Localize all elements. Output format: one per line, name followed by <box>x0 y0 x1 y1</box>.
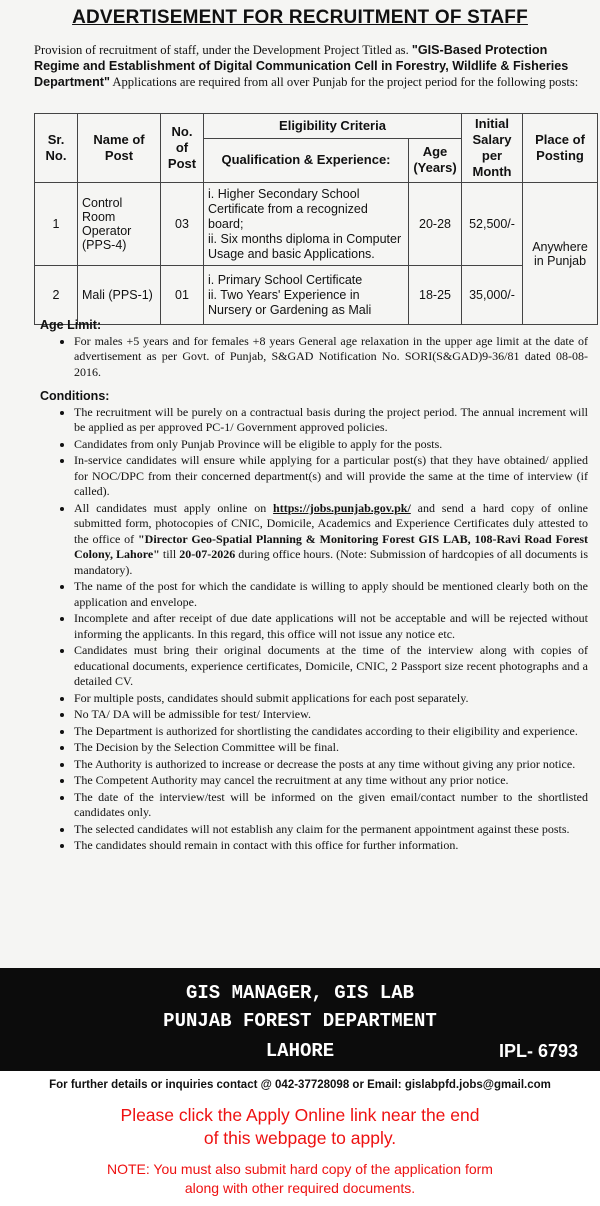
condition-item: • Candidates from only Punjab Province will be eligible to apply for the posts. <box>74 437 588 453</box>
ipl-number: IPL- 6793 <box>498 1041 578 1061</box>
th-salary: Initial Salary per Month <box>462 114 523 183</box>
condition-item: • For multiple posts, candidates should submit applications for each post separately. <box>74 691 588 707</box>
apply-text-4: during office hours. (Note: Submission of hardcopies of all documents is mandatory). <box>74 547 588 577</box>
row1-qualification <box>204 183 409 266</box>
row2-salary: 35,000/- <box>462 266 523 325</box>
project-title: "GIS-Based Protection Regime and Establishment of Digital Communication Cell in Forestry, Wildlife & Fisheries Department" <box>34 43 569 89</box>
posts-table <box>34 113 598 325</box>
row2-qual-2: ii. Two Years' Experience in Nursery or Gardening as Mali <box>208 287 372 317</box>
footer-line-1: GIS MANAGER, GIS LAB <box>185 982 415 1004</box>
place-of-posting: Anywhere in Punjab <box>523 183 598 325</box>
table-row <box>35 183 598 266</box>
apply-notice-line-1: Please click the Apply Online link near the end <box>120 1105 480 1125</box>
apply-online-notice <box>0 1104 600 1150</box>
condition-item: • Incomplete and after receipt of due date applications will not be acceptable and will be rejected without informing the applicants. In this regard, this office will not issue any notice etc. <box>74 611 588 642</box>
office-address: "Director Geo-Spatial Planning & Monitoring Forest GIS LAB, 108-Ravi Road Forest Colony, Lahore" <box>74 531 588 561</box>
conditions-list <box>40 405 588 854</box>
intro-paragraph <box>0 40 600 90</box>
condition-item: • In-service candidates will ensure while applying for a particular post(s) that they have obtained/ applied for NOC/DPC from their concerned department(s) and will provide the same at the time of interview (if called). <box>74 453 588 500</box>
th-place: Place of Posting <box>523 114 598 183</box>
condition-item: • The name of the post for which the candidate is willing to apply should be mentioned clearly both on the application and envelope. <box>74 579 588 610</box>
row2-count: 01 <box>161 266 204 325</box>
condition-item: • The Department is authorized for shortlisting the candidates according to their eligibility and experience. <box>74 724 588 740</box>
row2-age: 18-25 <box>409 266 462 325</box>
row1-name: Control Room Operator (PPS-4) <box>78 183 161 266</box>
condition-item: • The candidates should remain in contact with this office for further information. <box>74 838 588 854</box>
th-qualification: Qualification & Experience: <box>204 138 409 182</box>
th-count: No. of Post <box>161 114 204 183</box>
condition-item: • Candidates must bring their original documents at the time of the interview along with copies of educational documents, experience certificates, Domicile, CNIC, 2 Passport size recent photographs and a detailed CV. <box>74 643 588 690</box>
deadline-date: 20-07-2026 <box>179 547 236 561</box>
contact-line: For further details or inquiries contact @ 042-37728098 or Email: gislabpfd.jobs@gmail.com <box>0 1071 600 1100</box>
conditions-section <box>40 389 588 855</box>
row2-qual-1: i. Primary School Certificate <box>208 272 363 287</box>
apply-text-1: All candidates must apply online on <box>74 500 274 515</box>
row2-sr: 2 <box>35 266 78 325</box>
row1-count: 03 <box>161 183 204 266</box>
row1-qual-2: ii. Six months diploma in Computer Usage and basic Applications. <box>208 231 402 261</box>
apply-notice-line-2: of this webpage to apply. <box>203 1128 397 1148</box>
row1-salary: 52,500/- <box>462 183 523 266</box>
age-limit-text: • For males +5 years and for females +8 years General age relaxation in the upper age limit at the date of advertisement as per Govt. of Punjab, S&GAD Notification No. SORI(S&GAD)9-36/81 dated 08-08-2016. <box>74 334 588 381</box>
table-row <box>35 266 598 325</box>
age-limit-heading: Age Limit: <box>40 318 102 332</box>
intro-text-1: Provision of recruitment of staff, under the Development Project Titled as. <box>34 43 412 57</box>
condition-item: • The Decision by the Selection Committee will be final. <box>74 740 588 756</box>
condition-item: • The Authority is authorized to increase or decrease the posts at any time without giving any prior notice. <box>74 757 588 773</box>
apply-text-2: and send a hard copy of online submitted form, photocopies of CNIC, Domicile, Academics and Experience Certificates duly attested to the office of <box>74 500 588 546</box>
row2-name: Mali (PPS-1) <box>78 266 161 325</box>
th-sr: Sr. No. <box>35 114 78 183</box>
condition-apply <box>74 501 588 579</box>
th-age: Age (Years) <box>409 138 462 182</box>
footer-line-3: LAHORE <box>265 1040 335 1062</box>
row1-sr: 1 <box>35 183 78 266</box>
condition-item: • The date of the interview/test will be informed on the given email/contact number to the shortlisted candidates only. <box>74 790 588 821</box>
condition-item: • The selected candidates will not establish any claim for the permanent appointment against these posts. <box>74 822 588 838</box>
condition-item: • No TA/ DA will be admissible for test/ Interview. <box>74 707 588 723</box>
apply-text-3: till <box>159 547 180 561</box>
apply-online-link[interactable]: https://jobs.punjab.gov.pk/ <box>273 500 411 515</box>
note-line-2: along with other required documents. <box>184 1180 416 1196</box>
hard-copy-note <box>0 1160 600 1198</box>
ad-title: ADVERTISEMENT FOR RECRUITMENT OF STAFF <box>72 7 528 28</box>
signature-block <box>0 968 600 1071</box>
condition-item: • The Competent Authority may cancel the recruitment at any time without any prior notice. <box>74 773 588 789</box>
intro-text-2: Applications are required from all over Punjab for the project period for the following posts: <box>109 75 579 89</box>
row1-qual-1: i. Higher Secondary School Certificate from a recognized board; <box>208 186 368 231</box>
age-limit-section <box>40 318 588 381</box>
th-name: Name of Post <box>78 114 161 183</box>
row2-qualification <box>204 266 409 325</box>
footer-line-2: PUNJAB FOREST DEPARTMENT <box>163 1010 437 1032</box>
conditions-heading: Conditions: <box>40 389 110 403</box>
condition-item: • The recruitment will be purely on a contractual basis during the project period. The annual increment will be applied as per approved PC-1/ Government approved policies. <box>74 405 588 436</box>
th-eligibility: Eligibility Criteria <box>204 114 462 139</box>
note-line-1: NOTE: You must also submit hard copy of the application form <box>107 1161 493 1177</box>
row1-age: 20-28 <box>409 183 462 266</box>
